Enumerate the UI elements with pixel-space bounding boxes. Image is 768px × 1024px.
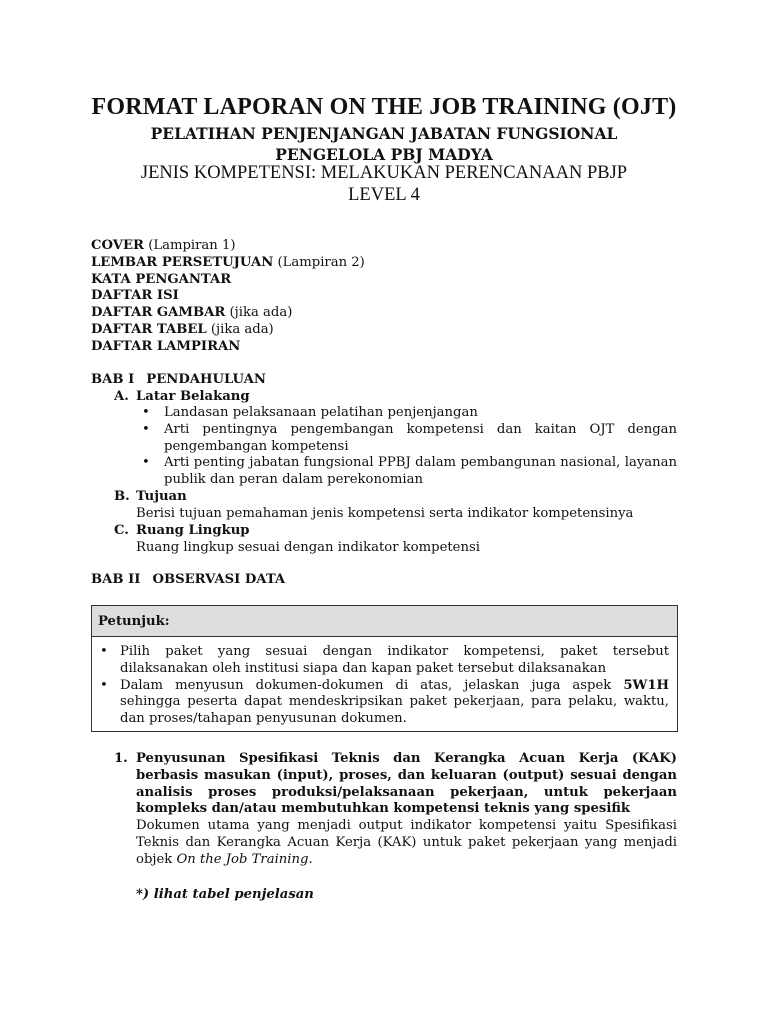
front-matter-item: COVER (Lampiran 1) xyxy=(91,238,236,253)
front-matter-item: DAFTAR GAMBAR (jika ada) xyxy=(91,305,293,321)
bab1-section-c: C. Ruang Lingkup xyxy=(114,523,250,538)
front-matter-item: LEMBAR PERSETUJUAN (Lampiran 2) xyxy=(91,254,365,270)
front-matter-item: DAFTAR LAMPIRAN xyxy=(91,338,241,354)
instruction-box-title: Petunjuk: xyxy=(92,606,677,637)
bab2-heading xyxy=(91,572,285,589)
document-title: FORMAT LAPORAN ON THE JOB TRAINING (OJT) xyxy=(91,94,677,120)
list-item: • Dalam menyusun dokumen-dokumen di atas, jelaskan juga aspek 5W1H sehingga peserta dapat mendeskripsikan paket pekerjaan, para pelaku, waktu, dan proses/tahapan penyusunan dokumen. xyxy=(98,678,669,728)
competency-type-line: JENIS KOMPETENSI: MELAKUKAN PERENCANAAN PBJP xyxy=(140,163,628,183)
front-matter-item: KATA PENGANTAR xyxy=(91,271,232,287)
document-subtitle-1: PELATIHAN PENJENJANGAN JABATAN FUNGSIONAL xyxy=(150,124,618,143)
bab1-bullet-list xyxy=(136,405,677,489)
front-matter-list xyxy=(91,238,691,356)
bab2-label: BAB II xyxy=(91,572,141,587)
bab1-label: BAB I xyxy=(91,372,135,387)
front-matter-item: DAFTAR TABEL (jika ada) xyxy=(91,321,274,337)
document-subtitle-2: PENGELOLA PBJ MADYA xyxy=(275,145,493,164)
item-description: Dokumen utama yang menjadi output indikator kompetensi yaitu Spesifikasi Teknis dan Kerangka Acuan Kerja (KAK) untuk paket pekerjaan yang menjadi objek On the Job Training. xyxy=(136,818,677,867)
instruction-box-body xyxy=(92,637,677,728)
bab1-title: PENDAHULUAN xyxy=(146,372,266,387)
bab1-section-a: A. Latar Belakang xyxy=(114,389,250,404)
bab1-section-b: B. Tujuan xyxy=(114,489,187,504)
item-number: 1. xyxy=(114,751,128,766)
item-title: Penyusunan Spesifikasi Teknis dan Kerangka Acuan Kerja (KAK) berbasis masukan (input), proses, dan keluaran (output) sesuai dengan analisis proses produksi/pelaksanaan pekerjaan, untuk pekerjaan kompleks dan/atau membutuhkan kompetensi teknis yang spesifik xyxy=(136,751,677,817)
bab1-heading xyxy=(91,372,266,389)
instruction-box xyxy=(91,605,678,732)
list-item: • Arti penting jabatan fungsional PPBJ dalam pembangunan nasional, layanan publik dan peran dalam perekonomian xyxy=(136,455,677,489)
level-line: LEVEL 4 xyxy=(348,185,420,205)
section-c-text: Ruang lingkup sesuai dengan indikator kompetensi xyxy=(136,540,480,555)
numbered-item-1 xyxy=(114,751,677,869)
table-note: *) lihat tabel penjelasan xyxy=(136,887,314,902)
bab2-title: OBSERVASI DATA xyxy=(152,572,286,587)
list-item: • Pilih paket yang sesuai dengan indikator kompetensi, paket tersebut dilaksanakan oleh institusi siapa dan kapan paket tersebut dilaksanakan xyxy=(98,644,669,678)
list-item: • Landasan pelaksanaan pelatihan penjenjangan xyxy=(136,405,677,422)
section-b-text: Berisi tujuan pemahaman jenis kompetensi serta indikator kompetensinya xyxy=(136,506,634,521)
list-item: • Arti pentingnya pengembangan kompetensi dan kaitan OJT dengan pengembangan kompetensi xyxy=(136,422,677,456)
front-matter-item: DAFTAR ISI xyxy=(91,288,179,304)
